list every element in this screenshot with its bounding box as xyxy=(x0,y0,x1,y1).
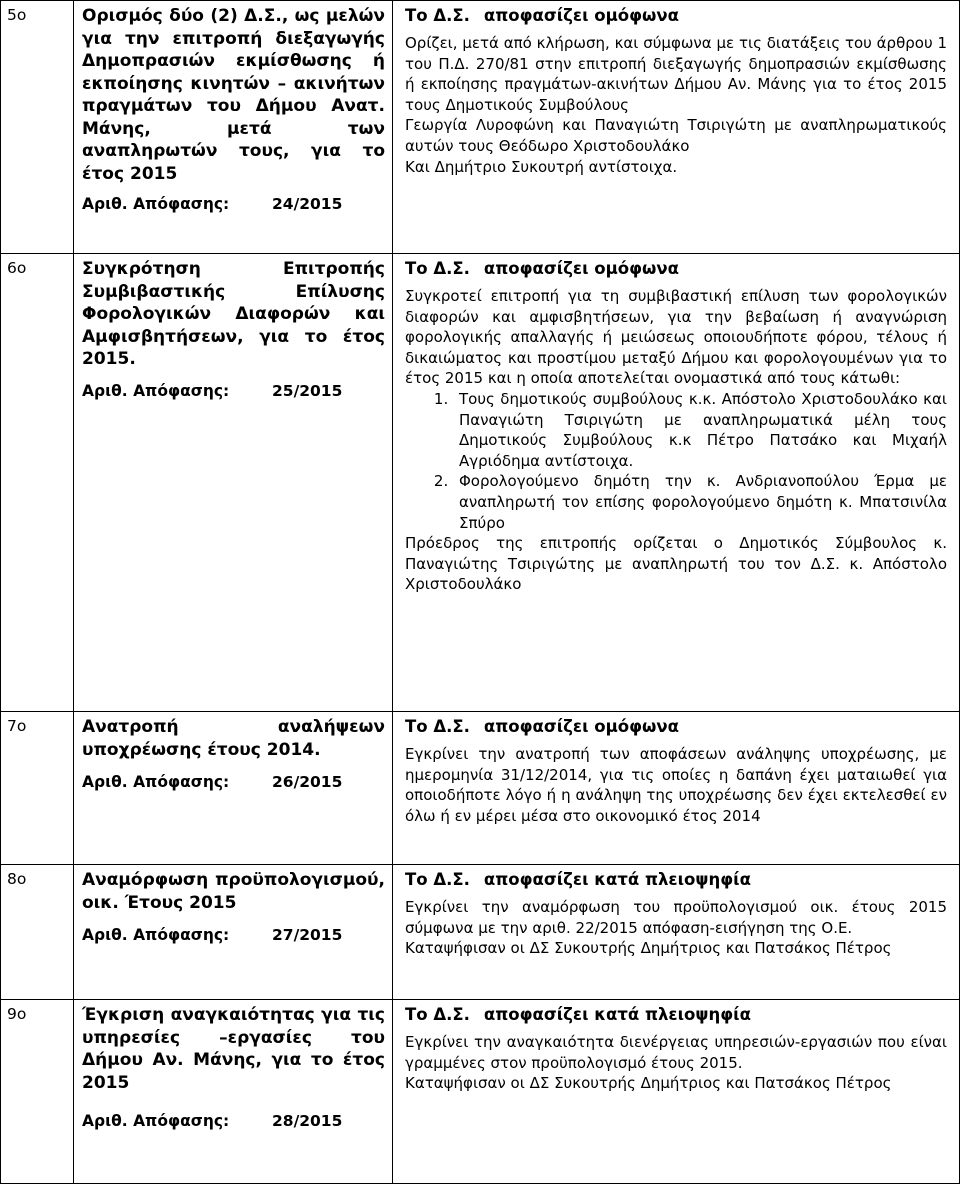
table-row xyxy=(1,1000,960,1184)
decision-number-value: 28/2015 xyxy=(272,1112,343,1130)
decision-text xyxy=(405,744,947,826)
decision-number xyxy=(82,773,385,791)
table-row xyxy=(1,254,960,712)
decision-text xyxy=(405,286,947,595)
decision-paragraph: Εγκρίνει την αναμόρφωση του προϋπολογισμού οικ. έτους 2015 σύμφωνα με την αριθ. 22/2015 απόφαση-εισήγηση της Ο.Ε. xyxy=(405,898,947,937)
item-subject: Αναμόρφωση προϋπολογισμού, οικ. Έτους 2015 xyxy=(82,870,385,913)
decision-number-label: Αριθ. Απόφασης: xyxy=(82,926,230,944)
decision-text xyxy=(405,897,947,959)
item-decision-cell xyxy=(393,712,960,865)
item-subject-cell xyxy=(74,1000,393,1184)
decision-paragraph: Συγκροτεί επιτροπή για τη συμβιβαστική επίλυση των φορολογικών διαφορών και αμφισβητήσεων, για την βεβαίωση ή αναγνώριση φορολογικής απαλλαγής ή μειώσεως οποιουδήποτε φόρου, τέλους ή δικαιώματος και προστίμου μεταξύ Δήμου και φορολογουμένων για το έτος 2015 και η οποία αποτελείται ονομαστικά από τους κάτωθι: xyxy=(405,287,947,388)
item-number: 9ο xyxy=(1,1000,74,1184)
decision-number xyxy=(82,926,385,944)
vote-result xyxy=(405,1004,947,1026)
item-number: 6ο xyxy=(1,254,74,712)
vote-text: αποφασίζει κατά πλειοψηφία xyxy=(483,870,751,889)
decision-text xyxy=(405,33,947,177)
decision-number-label: Αριθ. Απόφασης: xyxy=(82,1112,230,1130)
item-decision-cell xyxy=(393,254,960,712)
item-decision-cell xyxy=(393,1000,960,1184)
vote-council: Το Δ.Σ. xyxy=(405,259,470,278)
decision-number xyxy=(82,195,385,213)
vote-result xyxy=(405,716,947,738)
decision-number xyxy=(82,382,385,400)
decision-paragraph: Καταψήφισαν οι ΔΣ Συκουτρής Δημήτριος και Πατσάκος Πέτρος xyxy=(405,939,892,958)
item-number: 7ο xyxy=(1,712,74,865)
member-list xyxy=(405,389,947,533)
item-number: 5ο xyxy=(1,1,74,254)
vote-text: αποφασίζει ομόφωνα xyxy=(483,6,679,25)
item-decision-cell xyxy=(393,865,960,1000)
vote-council: Το Δ.Σ. xyxy=(405,1005,470,1024)
vote-council: Το Δ.Σ. xyxy=(405,870,470,889)
decision-paragraph: Και Δημήτριο Συκουτρή αντίστοιχα. xyxy=(405,157,678,176)
item-subject-cell xyxy=(74,1,393,254)
vote-text: αποφασίζει ομόφωνα xyxy=(483,259,679,278)
decision-paragraph: Καταψήφισαν οι ΔΣ Συκουτρής Δημήτριος και Πατσάκος Πέτρος xyxy=(405,1074,892,1093)
table-row xyxy=(1,712,960,865)
item-subject: Συγκρότηση Επιτροπής Συμβιβαστικής Επίλυσης Φορολογικών Διαφορών και Αμφισβητήσεων, για το έτος 2015. xyxy=(82,259,385,369)
decision-number-label: Αριθ. Απόφασης: xyxy=(82,195,230,213)
vote-result xyxy=(405,5,947,27)
list-item: 2. Φορολογούμενο δημότη την κ. Ανδριανοπούλου Έρμα με αναπληρωτή τον επίσης φορολογούμενο δημότη κ. Μπατσινίλα Σπύρο xyxy=(453,471,947,533)
vote-result xyxy=(405,869,947,891)
item-subject-cell xyxy=(74,254,393,712)
table-row xyxy=(1,865,960,1000)
vote-result xyxy=(405,258,947,280)
item-subject-cell xyxy=(74,865,393,1000)
decision-number-value: 27/2015 xyxy=(272,926,343,944)
item-subject: Ορισμός δύο (2) Δ.Σ., ως μελών για την επιτροπή διεξαγωγής Δημοπρασιών εκμίσθωσης ή εκποίησης κινητών – ακινήτων πραγμάτων του Δήμου Ανατ. Μάνης, μετά των αναπληρωτών τους, για το έτος 2015 xyxy=(82,6,385,184)
vote-text: αποφασίζει ομόφωνα xyxy=(483,717,679,736)
table-row xyxy=(1,1,960,254)
decision-paragraph: Ορίζει, μετά από κλήρωση, και σύμφωνα με τις διατάξεις του άρθρου 1 του Π.Δ. 270/81 στην επιτροπή διεξαγωγής δημοπρασιών εκμίσθωσης ή εκποίησης πραγμάτων-ακινήτων Δήμου Αν. Μάνης για το έτος 2015 τους Δημοτικούς Συμβούλους xyxy=(405,34,947,114)
vote-council: Το Δ.Σ. xyxy=(405,6,470,25)
item-decision-cell xyxy=(393,1,960,254)
vote-council: Το Δ.Σ. xyxy=(405,717,470,736)
decision-paragraph: Εγκρίνει την αναγκαιότητα διενέργειας υπηρεσιών-εργασιών που είναι γραμμένες στον προϋπολογισμό έτους 2015. xyxy=(405,1033,947,1072)
decision-number xyxy=(82,1112,385,1130)
decision-number-value: 25/2015 xyxy=(272,381,343,400)
item-subject-cell xyxy=(74,712,393,865)
decision-number-value: 26/2015 xyxy=(272,773,343,791)
item-subject: Έγκριση αναγκαιότητας για τις υπηρεσίες –εργασίες του Δήμου Αν. Μάνης, για το έτος 2015 xyxy=(82,1005,385,1093)
list-item: 1. Τους δημοτικούς συμβούλους κ.κ. Απόστολο Χριστοδουλάκο και Παναγιώτη Τσιριγώτη με αναπληρωματικά μέλη τους Δημοτικούς Συμβούλους κ.κ Πέτρο Πατσάκο και Μιχαήλ Αγριόδημα αντίστοιχα. xyxy=(453,389,947,471)
decision-number-value: 24/2015 xyxy=(272,195,343,213)
vote-text: αποφασίζει κατά πλειοψηφία xyxy=(483,1005,751,1024)
decision-paragraph: Πρόεδρος της επιτροπής ορίζεται ο Δημοτικός Σύμβουλος κ. Παναγιώτης Τσιριγώτης με αναπληρωτή του τον Δ.Σ. κ. Απόστολο Χριστοδουλάκο xyxy=(405,534,947,594)
decision-text xyxy=(405,1032,947,1094)
item-subject: Ανατροπή αναλήψεων υποχρέωσης έτους 2014. xyxy=(82,717,385,760)
decision-paragraph: Εγκρίνει την ανατροπή των αποφάσεων ανάληψης υποχρέωσης, με ημερομηνία 31/12/2014, για τις οποίες η δαπάνη έχει ματαιωθεί για οποιοδήποτε λόγο ή η ανάληψη της υποχρέωσης δεν έχει εκτελεσθεί εν όλω ή εν μέρει μέσα στο οικονομικό έτος 2014 xyxy=(405,745,947,825)
item-number: 8ο xyxy=(1,865,74,1000)
decision-paragraph: Γεωργία Λυροφώνη και Παναγιώτη Τσιριγώτη με αναπληρωματικούς αυτών τους Θεόδωρο Χριστοδουλάκο xyxy=(405,116,947,155)
decision-number-label: Αριθ. Απόφασης: xyxy=(82,773,230,791)
decision-number-label: Αριθ. Απόφασης: xyxy=(82,381,230,400)
